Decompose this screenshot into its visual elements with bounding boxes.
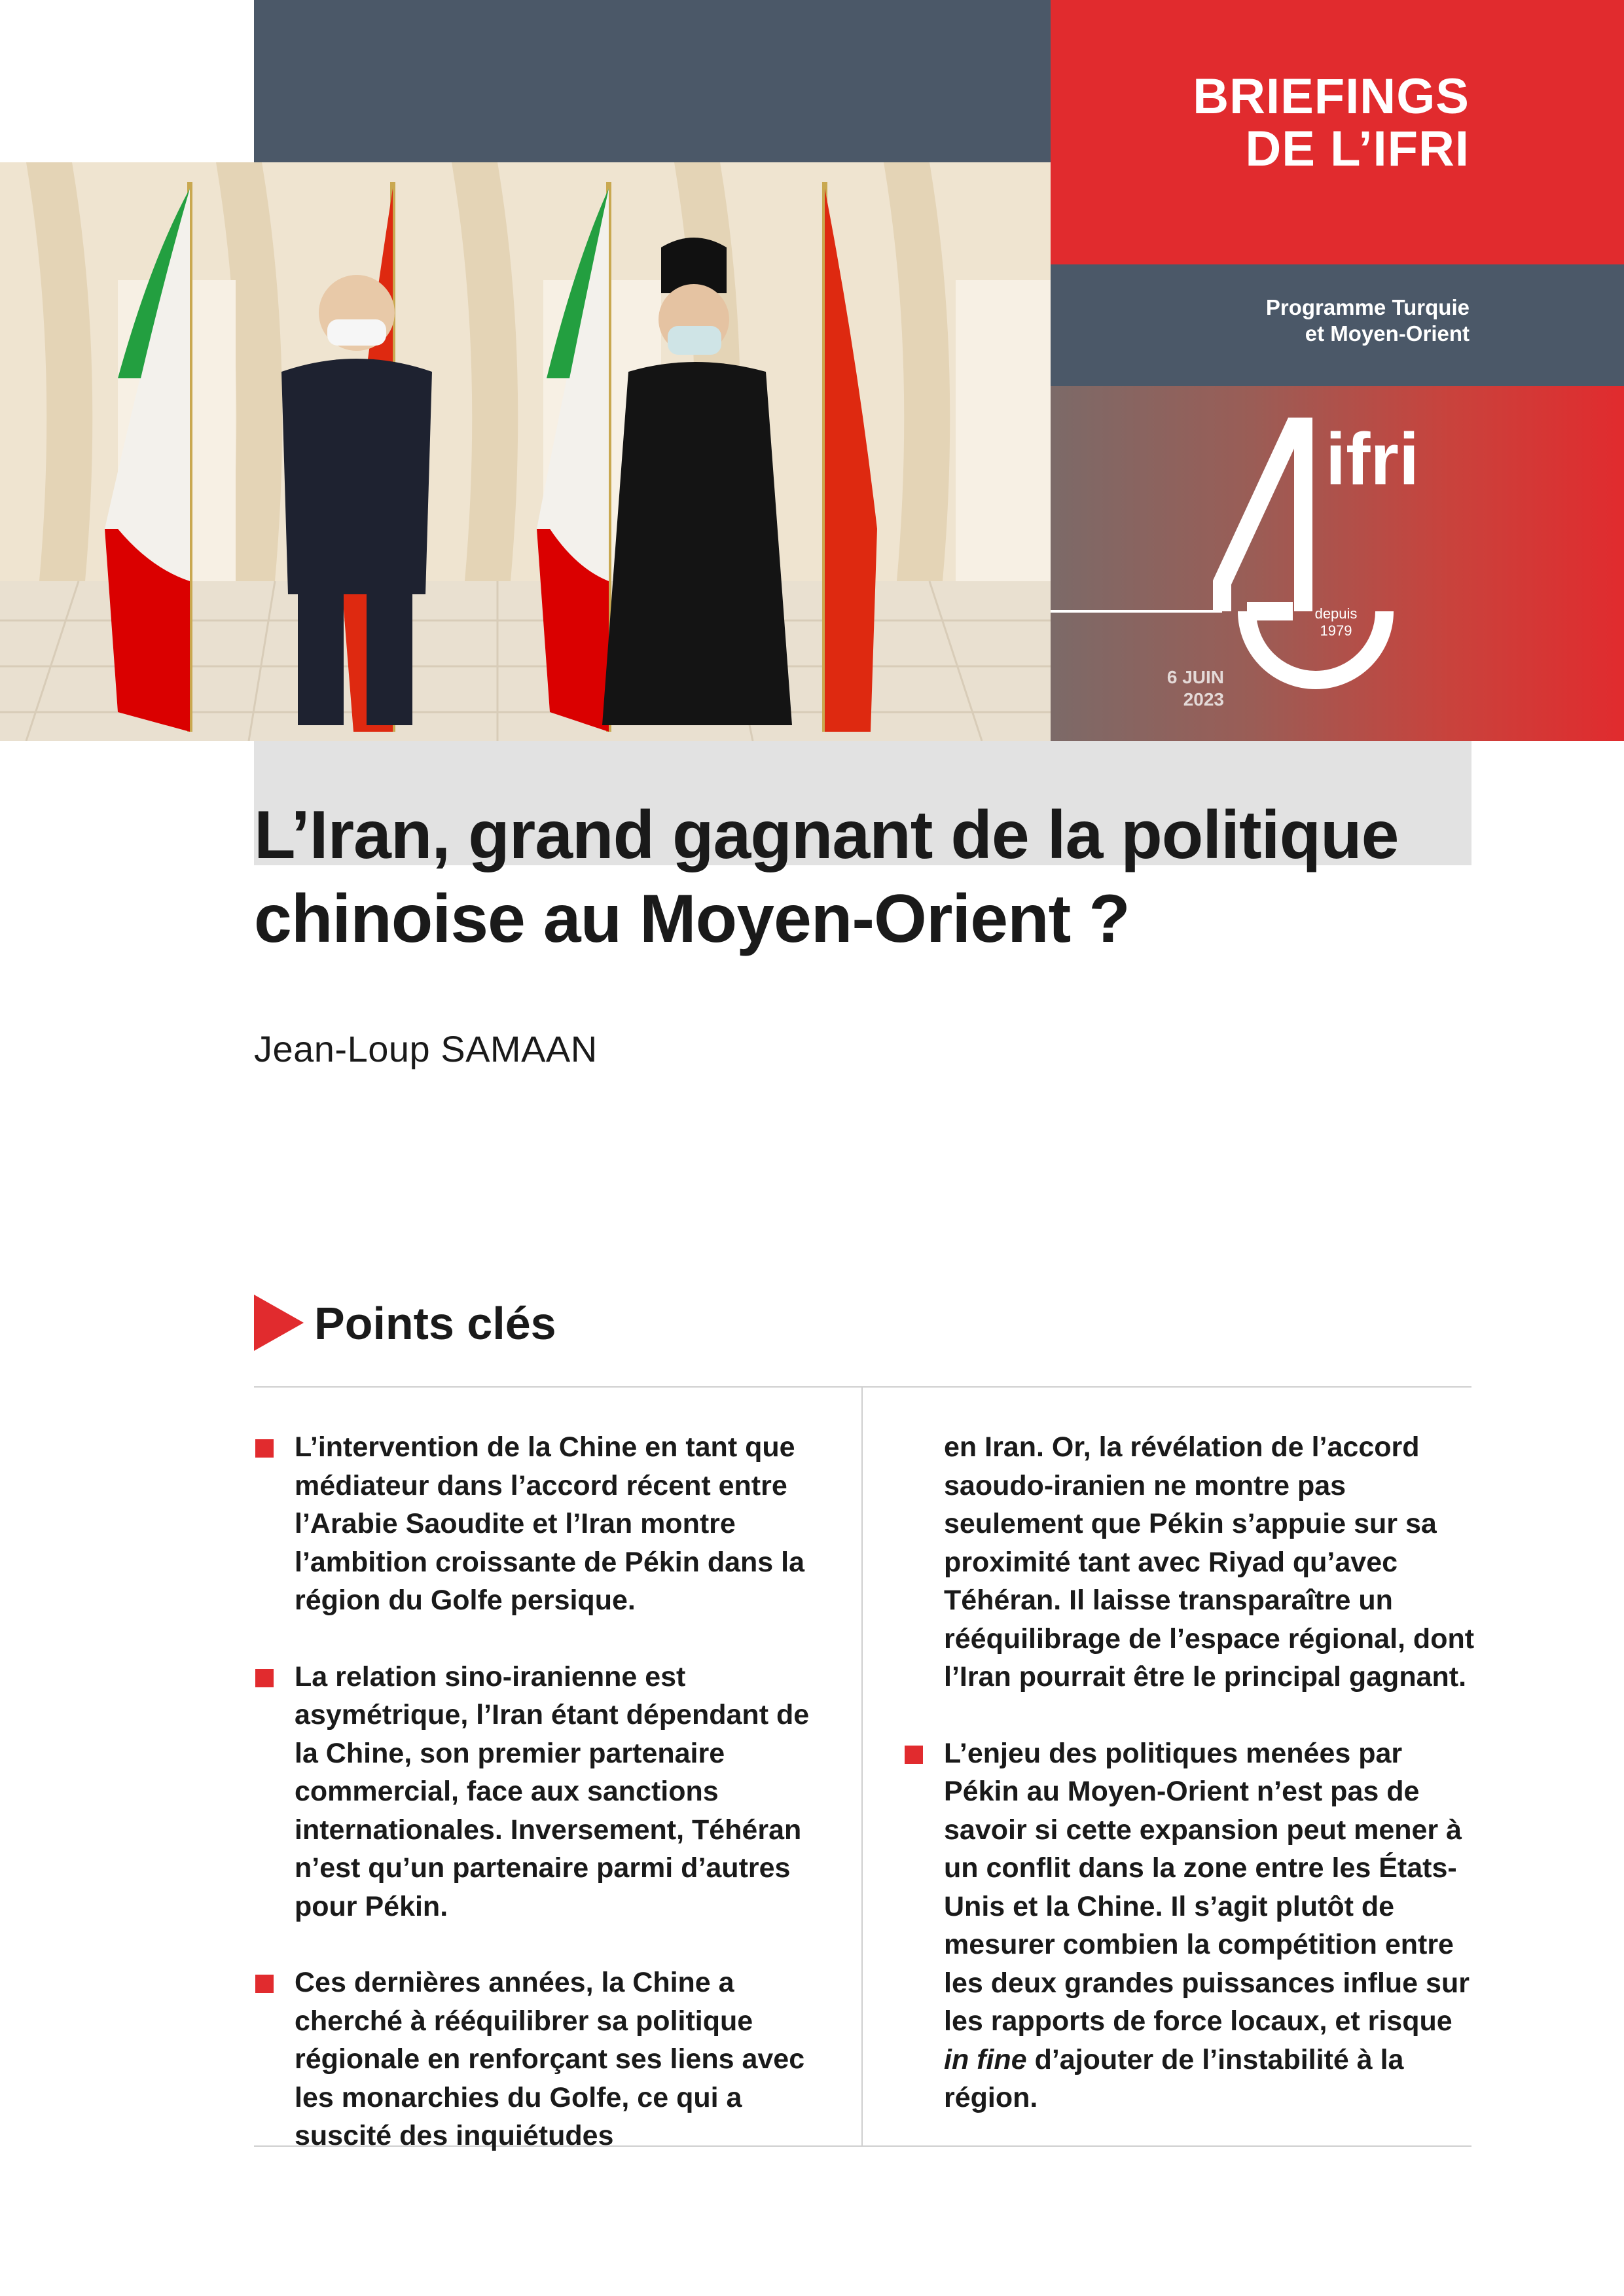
key-point: [903, 1734, 1479, 2117]
series-title: [1113, 71, 1470, 175]
cover-photo-illustration: [0, 162, 1051, 741]
bullet-square-icon: [255, 1975, 274, 1993]
header-slate-bar: [254, 0, 1051, 162]
logo-digit-4: [1222, 427, 1303, 611]
author-name: Jean-Loup SAMAAN: [254, 1028, 598, 1069]
key-point-text: en Iran. Or, la révélation de l’accord saoudo-iranien ne montre pas seulement que Pékin s’appuie sur sa proximité tant avec Riyad qu’avec Téhéran. Il laisse transparaître un rééquilibrage de l’espace régional, dont l’Iran pourrait être le principal gagnant.: [944, 1431, 1475, 1693]
logo-word: ifri: [1326, 418, 1420, 500]
bullet-square-icon: [255, 1669, 274, 1687]
bullet-square-icon: [255, 1439, 274, 1458]
date-line1: 6 JUIN: [1166, 667, 1224, 687]
key-point-text: [944, 1734, 1479, 2117]
page-title: [254, 793, 1550, 961]
page-title-line2: chinoise au Moyen-Orient ?: [254, 881, 1130, 957]
cover-photo: [0, 162, 1051, 741]
logo-since-line2: 1979: [1320, 622, 1352, 639]
key-points-heading: Points clés: [314, 1298, 556, 1349]
key-point-text-part1: L’enjeu des politiques menées par Pékin au Moyen-Orient n’est pas de savoir si cette expansion peut mener à un conflit dans la zone entre les États-Unis et la Chine. Il s’agit plutôt de mesurer combien la compétition entre les deux grandes puissances influe sur les rapports de force locaux, et risque: [944, 1737, 1470, 2037]
logo-since-line1: depuis: [1314, 605, 1358, 622]
program-name: [1113, 295, 1470, 347]
key-point-text-part2: d’ajouter de l’instabilité à la région.: [944, 2043, 1404, 2113]
key-point-text: Ces dernières années, la Chine a cherché à rééquilibrer sa politique régionale en renforçant ses liens avec les monarchies du Golfe, ce qui a suscité des inquiétudes: [295, 1967, 805, 2151]
column-divider: [861, 1388, 863, 2145]
key-point: [254, 1428, 830, 1620]
key-point-text-italic: in fine: [944, 2043, 1027, 2075]
key-point-text: La relation sino-iranienne est asymétrique, l’Iran étant dépendant de la Chine, son premier partenaire commercial, face aux sanctions internationales. Inversement, Téhéran n’est qu’un partenaire parmi d’autres pour Pékin.: [295, 1660, 810, 1922]
key-points-column-left: [254, 1428, 830, 2193]
key-points-column-right: [903, 1428, 1479, 2155]
page-title-line1: L’Iran, grand gagnant de la politique: [254, 797, 1399, 873]
key-point-text: L’intervention de la Chine en tant que médiateur dans l’accord récent entre l’Arabie Saoudite et l’Iran montre l’ambition croissante de Pékin dans la région du Golfe persique.: [295, 1431, 805, 1616]
play-arrow-icon: [254, 1295, 304, 1351]
program-line1: Programme Turquie: [1265, 295, 1470, 319]
series-title-line2: DE L’IFRI: [1245, 121, 1470, 177]
series-title-line1: BRIEFINGS: [1193, 69, 1470, 124]
key-point: [254, 1658, 830, 1926]
date-line2: 2023: [1183, 689, 1224, 709]
publication-date: [1113, 666, 1224, 711]
divider: [254, 1386, 1471, 1388]
key-point-continued: [903, 1428, 1479, 1696]
bullet-square-icon: [905, 1746, 923, 1764]
program-line2: et Moyen-Orient: [1305, 321, 1470, 346]
key-point: [254, 1964, 830, 2155]
